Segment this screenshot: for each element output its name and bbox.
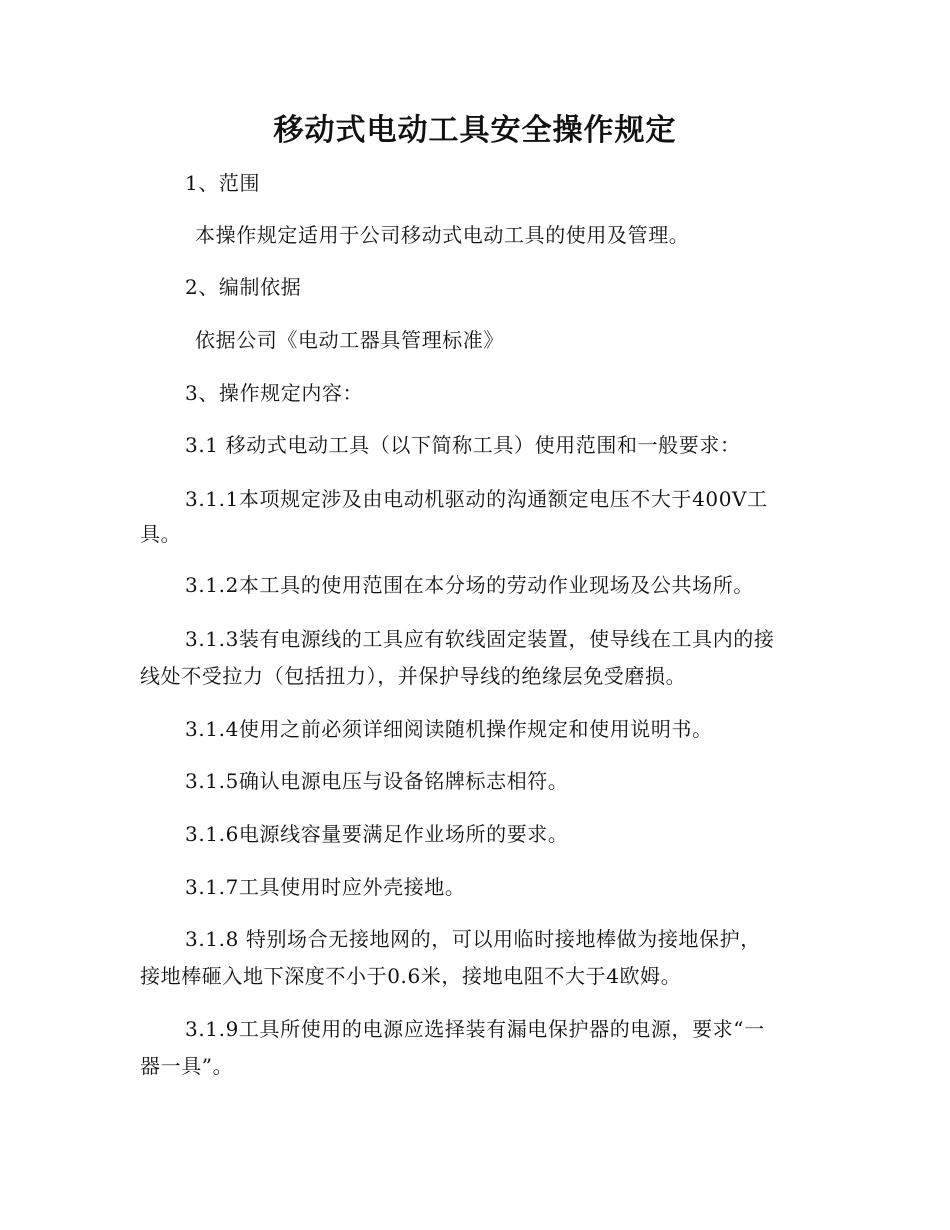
paragraph-scope: 本操作规定适用于公司移动式电动工具的使用及管理。: [195, 223, 690, 247]
clause-3-1-8-line1: 3.1.8 特别场合无接地网的，可以用临时接地棒做为接地保护，: [185, 927, 761, 951]
section-heading-3: 3、操作规定内容：: [185, 381, 364, 405]
clause-3-1-6: 3.1.6电源线容量要满足作业场所的要求。: [185, 822, 569, 846]
clause-3-1-1-line2: 具。: [140, 522, 182, 546]
document-title: 移动式电动工具安全操作规定: [273, 113, 677, 148]
section-heading-2: 2、编制依据: [185, 275, 302, 299]
clause-3-1-9-line2: 器一具”。: [140, 1054, 234, 1078]
clause-3-1-9-line1: 3.1.9工具所使用的电源应选择装有漏电保护器的电源，要求“一: [185, 1017, 765, 1041]
clause-3-1-5: 3.1.5确认电源电压与设备铭牌标志相符。: [185, 769, 569, 793]
clause-3-1: 3.1 移动式电动工具（以下简称工具）使用范围和一般要求：: [185, 433, 741, 457]
clause-3-1-7: 3.1.7工具使用时应外壳接地。: [185, 875, 466, 899]
clause-3-1-2: 3.1.2本工具的使用范围在本分场的劳动作业现场及公共场所。: [185, 573, 754, 597]
clause-3-1-8-line2: 接地棒砸入地下深度不小于0.6米，接地电阻不大于4欧姆。: [140, 964, 682, 988]
clause-3-1-3-line1: 3.1.3装有电源线的工具应有软线固定装置，使导线在工具内的接: [185, 627, 775, 651]
clause-3-1-1-line1: 3.1.1本项规定涉及由电动机驱动的沟通额定电压不大于400V工: [185, 487, 768, 511]
clause-3-1-3-line2: 线处不受拉力（包括扭力），并保护导线的绝缘层免受磨损。: [140, 664, 687, 688]
paragraph-basis: 依据公司《电动工器具管理标准》: [195, 328, 504, 352]
clause-3-1-4: 3.1.4使用之前必须详细阅读随机操作规定和使用说明书。: [185, 717, 713, 741]
section-heading-1: 1、范围: [185, 171, 261, 195]
